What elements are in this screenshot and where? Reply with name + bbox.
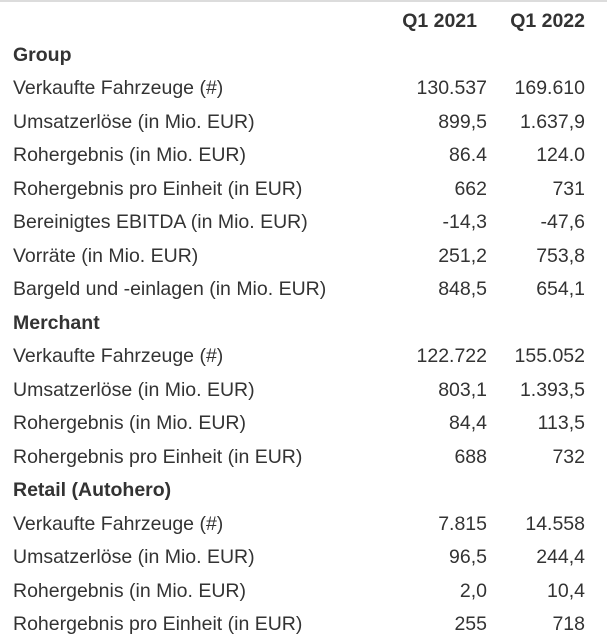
section-header-row [0, 39, 607, 73]
value-q1-2021: 688 [454, 445, 487, 468]
value-q1-2022: 753,8 [536, 244, 585, 267]
metric-label: Verkaufte Fahrzeuge (#) [13, 512, 224, 535]
table-row [0, 340, 607, 374]
value-q1-2022: 244,4 [536, 546, 585, 569]
value-q1-2021: 84,4 [449, 412, 487, 435]
value-q1-2021: 803,1 [438, 378, 487, 401]
value-q1-2021: 899,5 [438, 110, 487, 133]
value-q1-2022: -47,6 [540, 211, 585, 234]
metric-label: Vorräte (in Mio. EUR) [13, 244, 199, 267]
financial-metrics-table [0, 5, 607, 642]
value-q1-2021: 251,2 [438, 244, 487, 267]
metric-label: Bereinigtes EBITDA (in Mio. EUR) [13, 211, 308, 234]
value-q1-2021: 848,5 [438, 278, 487, 301]
value-q1-2021: 96,5 [449, 546, 487, 569]
metric-label: Verkaufte Fahrzeuge (#) [13, 77, 224, 100]
metric-label: Verkaufte Fahrzeuge (#) [13, 345, 224, 368]
metric-label: Rohergebnis (in Mio. EUR) [13, 579, 247, 602]
value-q1-2022: 1.393,5 [519, 378, 585, 401]
section-header-row [0, 307, 607, 341]
value-q1-2021: 2,0 [459, 579, 487, 602]
value-q1-2022: 732 [552, 445, 585, 468]
value-q1-2022: 169.610 [514, 77, 585, 100]
section-title-retail-autohero: Retail (Autohero) [13, 479, 172, 502]
table-row [0, 240, 607, 274]
value-q1-2021: 130.537 [416, 77, 487, 100]
table-row [0, 575, 607, 609]
metric-label: Umsatzerlöse (in Mio. EUR) [13, 110, 255, 133]
value-q1-2022: 654,1 [536, 278, 585, 301]
value-q1-2021: 86.4 [449, 144, 487, 167]
table-row [0, 508, 607, 542]
table-row [0, 139, 607, 173]
metric-label: Rohergebnis pro Einheit (in EUR) [13, 177, 303, 200]
metric-label: Rohergebnis pro Einheit (in EUR) [13, 613, 303, 636]
value-q1-2022: 731 [552, 177, 585, 200]
column-header-q1-2021: Q1 2021 [402, 10, 477, 33]
table-row [0, 173, 607, 207]
table-row [0, 374, 607, 408]
value-q1-2021: 662 [454, 177, 487, 200]
table-row [0, 608, 607, 642]
value-q1-2022: 155.052 [514, 345, 585, 368]
metric-label: Rohergebnis (in Mio. EUR) [13, 144, 247, 167]
metric-label: Rohergebnis (in Mio. EUR) [13, 412, 247, 435]
header-spacer [0, 5, 387, 39]
section-title-merchant: Merchant [13, 311, 100, 334]
section-title-group: Group [13, 43, 72, 66]
column-header-row [0, 5, 607, 39]
value-q1-2021: 7.815 [438, 512, 487, 535]
table-row [0, 407, 607, 441]
value-q1-2022: 14.558 [525, 512, 585, 535]
table-row [0, 206, 607, 240]
table-row [0, 106, 607, 140]
metric-label: Rohergebnis pro Einheit (in EUR) [13, 445, 303, 468]
value-q1-2022: 124.0 [536, 144, 585, 167]
value-q1-2022: 10,4 [547, 579, 585, 602]
value-q1-2022: 1.637,9 [519, 110, 585, 133]
table-row [0, 273, 607, 307]
section-header-row [0, 474, 607, 508]
metric-label: Bargeld und -einlagen (in Mio. EUR) [13, 278, 327, 301]
table-row [0, 72, 607, 106]
value-q1-2021: -14,3 [442, 211, 487, 234]
value-q1-2022: 113,5 [537, 412, 585, 435]
metric-label: Umsatzerlöse (in Mio. EUR) [13, 378, 255, 401]
table-row [0, 441, 607, 475]
value-q1-2021: 122.722 [416, 345, 487, 368]
value-q1-2022: 718 [552, 613, 585, 636]
table-row [0, 541, 607, 575]
metric-label: Umsatzerlöse (in Mio. EUR) [13, 546, 255, 569]
value-q1-2021: 255 [454, 613, 487, 636]
column-header-q1-2022: Q1 2022 [510, 10, 585, 33]
